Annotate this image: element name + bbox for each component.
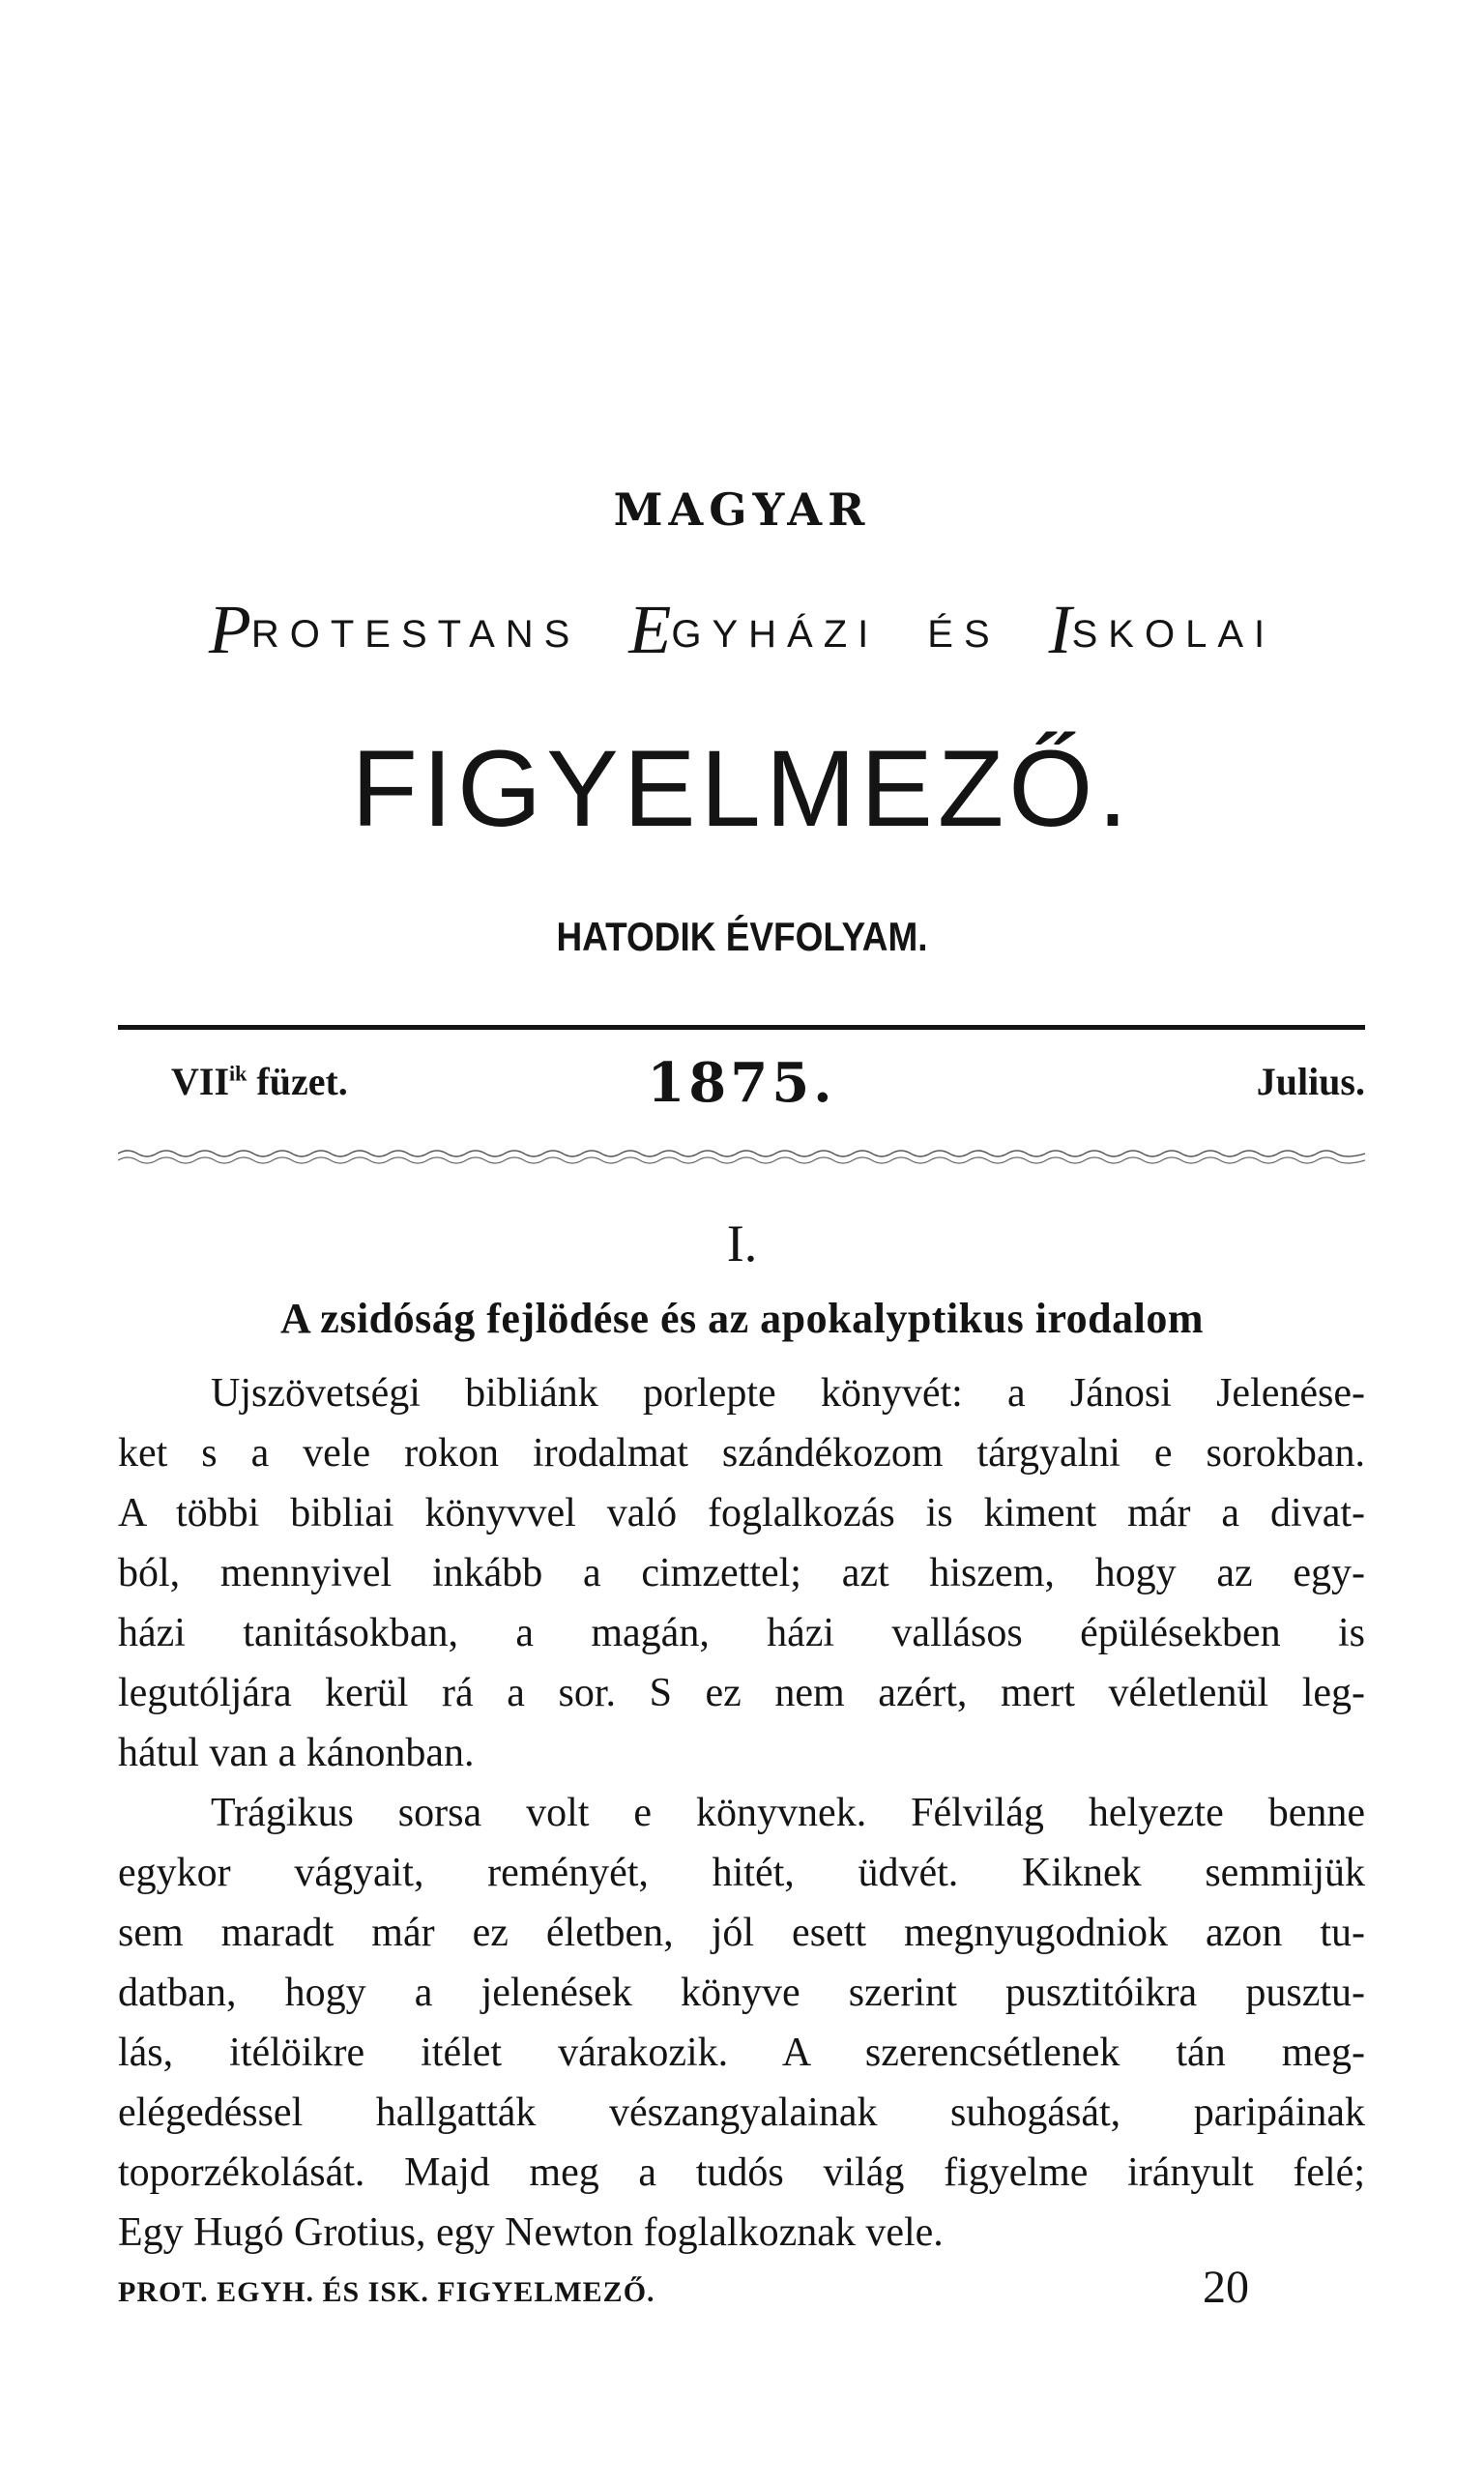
body-line: sem maradt már ez életben, jól esett megnyugodniok azon tu-: [118, 1911, 1365, 1955]
article-body: [118, 1363, 1365, 2263]
body-line: toporzékolását. Majd meg a tudós világ figyelme irányult felé;: [118, 2150, 1365, 2195]
signature-mark: PROT. EGYH. ÉS ISK. FIGYELMEZŐ.: [118, 2276, 655, 2308]
issue-month: Julius.: [1256, 1060, 1365, 1103]
body-line: lás, itélöikre itélet várakozik. A szerencsétlenek tán meg-: [118, 2031, 1365, 2075]
issue-year: 1875.: [647, 1051, 836, 1115]
body-line: egykor vágyait, reményét, hitét, üdvét. Kiknek semmijük: [118, 1851, 1365, 1895]
body-line: legutóljára kerül rá a sor. S ez nem azért, mert véletlenül leg-: [118, 1671, 1365, 1715]
body-line: ket s a vele rokon irodalmat szándékozom tárgyalni e sorokban.: [118, 1431, 1365, 1476]
body-line: A többi bibliai könyvvel való foglalkozás is kiment már a divat-: [118, 1491, 1365, 1535]
series-word-1: ROTESTANS: [250, 613, 581, 656]
issue-number: $VII^{ik}$ füzet.: [171, 1060, 348, 1103]
page-footer: [118, 2261, 1365, 2319]
wavy-rule: [118, 1146, 1365, 1167]
article-title: A zsidóság fejlödése és az apokalyptikus irodalom: [279, 1295, 1205, 1342]
body-line: ból, mennyivel inkább a cimzettel; azt hiszem, hogy az egy-: [118, 1551, 1365, 1595]
header-rule: [118, 1025, 1365, 1030]
body-line: házi tanitásokban, a magán, házi vallásos épülésekben is: [118, 1611, 1365, 1655]
body-line: datban, hogy a jelenések könyve szerint pusztitóikra pusztu-: [118, 1971, 1365, 2015]
series-initial-e: E: [628, 591, 672, 668]
body-line: elégedéssel hallgatták vészangyalainak suhogását, paripáinak: [118, 2090, 1365, 2135]
body-line: hátul van a kánonban.: [118, 1731, 475, 1775]
journal-title: FIGYELMEZŐ.: [351, 728, 1133, 849]
masthead-series-title: [0, 590, 1484, 670]
masthead-top-word: MAGYAR: [613, 483, 871, 536]
body-line: Ujszövetségi bibliánk porlepte könyvét: a Jánosi Jelenése-: [211, 1371, 1365, 1416]
issue-line: [118, 1051, 1365, 1117]
body-line: Egy Hugó Grotius, egy Newton foglalkoznak vele.: [118, 2210, 944, 2255]
volume-label: HATODIK ÉVFOLYAM.: [556, 914, 928, 959]
section-number: I.: [726, 1214, 758, 1272]
series-initial-p: P: [208, 591, 251, 668]
body-line: Trágikus sorsa volt e könyvnek. Félvilág helyezte benne: [211, 1791, 1365, 1835]
series-word-2: GYHÁZI: [671, 613, 880, 656]
page-number: 20: [1203, 2262, 1249, 2313]
series-initial-i: I: [1048, 591, 1072, 668]
series-word-3: SKOLAI: [1071, 613, 1276, 656]
series-conjunction: ÉS: [927, 613, 1001, 656]
